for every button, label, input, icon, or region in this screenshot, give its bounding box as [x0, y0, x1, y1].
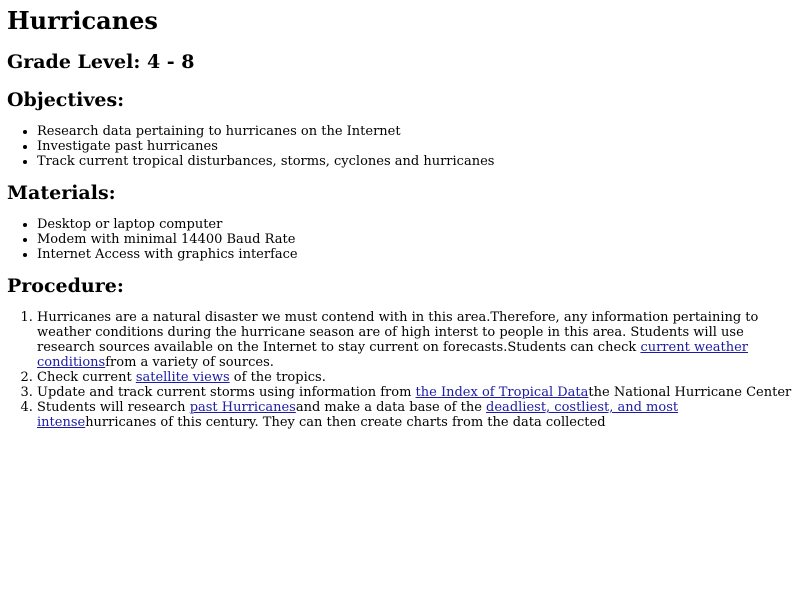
objective-item: • Research data pertaining to hurricanes on the Internet [37, 124, 792, 139]
material-item: • Internet Access with graphics interface [37, 247, 792, 262]
step-text: Hurricanes are a natural disaster we must contend with in this area.Therefore, any information pertaining to weather conditions during the hurricane season are of high interst to people in this area. Students will use research sources available on the Internet to stay current on forecasts.Students can check [37, 310, 759, 355]
objectives-heading: Objectives: [7, 89, 125, 111]
step-text: of the tropics. [229, 370, 326, 385]
step-text: hurricanes of this century. They can then create charts from the data collected [85, 415, 606, 430]
step-text: Check current [37, 370, 136, 385]
step-text: from a variety of sources. [105, 355, 274, 370]
grade-level-heading: Grade Level: 4 - 8 [7, 51, 195, 73]
procedure-step-4 [37, 400, 792, 430]
procedure-step-2 [37, 370, 792, 385]
step-text: Update and track current storms using information from [37, 385, 416, 400]
procedure-step-3 [37, 385, 792, 400]
current-weather-conditions-link[interactable]: current weather conditions [37, 340, 749, 370]
procedure-step-1 [37, 310, 792, 370]
index-of-tropical-data-link[interactable]: the Index of Tropical Data [415, 385, 589, 400]
material-item: • Modem with minimal 14400 Baud Rate [37, 232, 792, 247]
materials-heading: Materials: [7, 182, 116, 204]
objectives-list [7, 124, 792, 169]
material-item: • Desktop or laptop computer [37, 217, 792, 232]
deadliest-costliest-intense-link[interactable]: deadliest, costliest, and most intense [37, 400, 679, 430]
objective-item: • Track current tropical disturbances, storms, cyclones and hurricanes [37, 154, 792, 169]
satellite-views-link[interactable]: satellite views [135, 370, 230, 385]
procedure-list [7, 310, 792, 430]
materials-list [7, 217, 792, 262]
past-hurricanes-link[interactable]: past Hurricanes [189, 400, 296, 415]
page-title: Hurricanes [7, 6, 158, 35]
step-text: the National Hurricane Center [588, 385, 792, 400]
objective-item: • Investigate past hurricanes [37, 139, 792, 154]
step-text: Students will research [37, 400, 190, 415]
step-text: and make a data base of the [295, 400, 487, 415]
procedure-heading: Procedure: [7, 275, 124, 297]
